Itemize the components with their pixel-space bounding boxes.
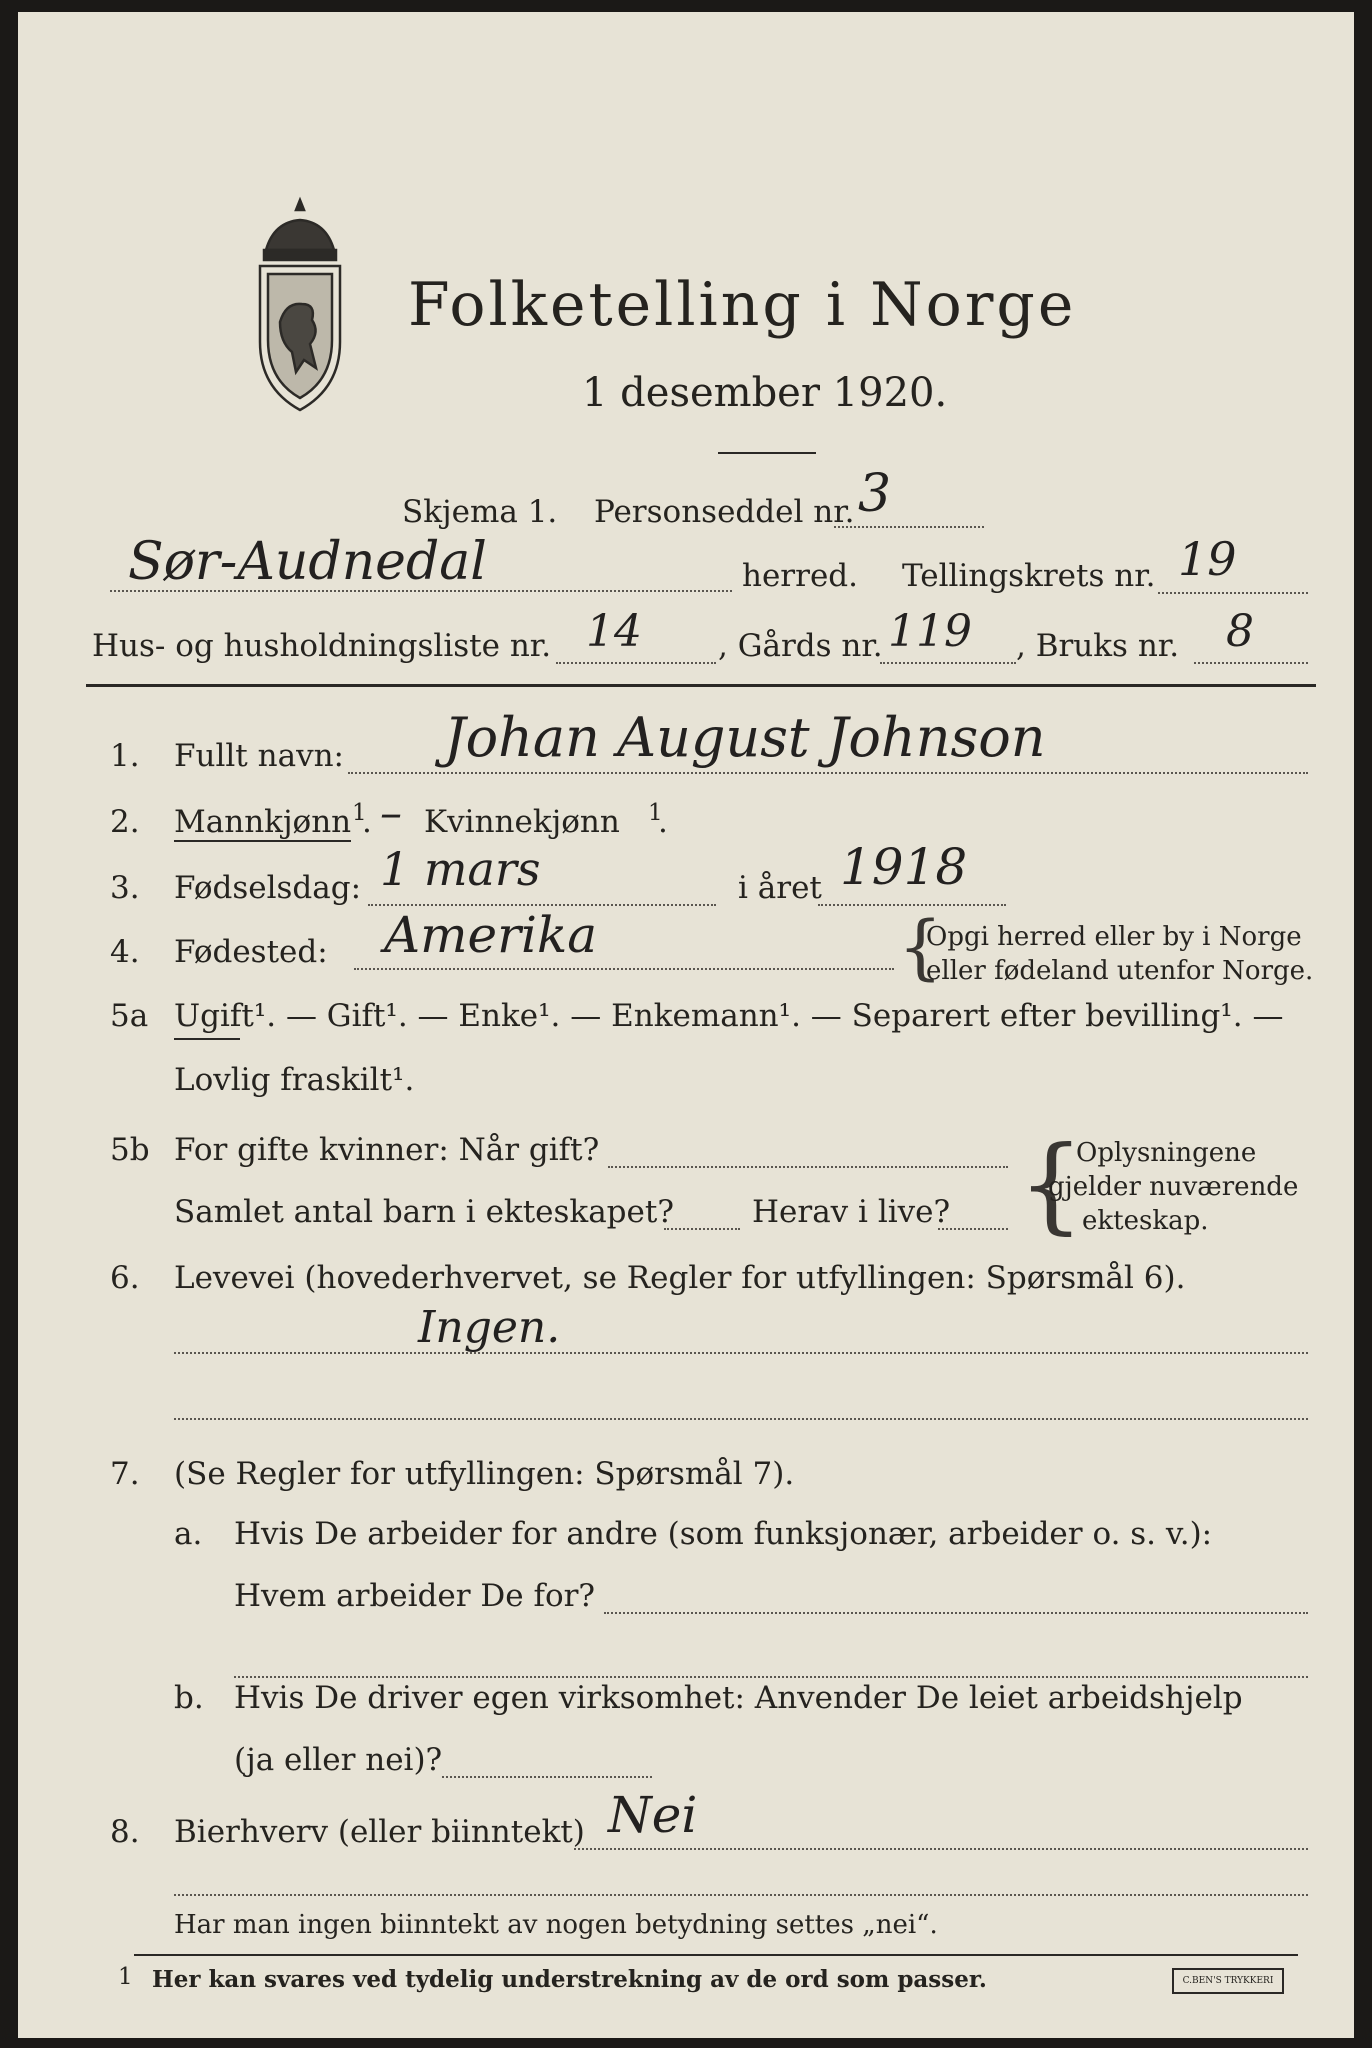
q4-note-2: eller fødeland utenfor Norge. (926, 956, 1314, 986)
birth-year-value: 1918 (840, 838, 968, 896)
personseddel-label: Personseddel nr. (594, 494, 855, 530)
footnote-number: 1 (118, 1964, 133, 1990)
q1-number: 1. (110, 738, 140, 774)
q7a-text: Hvis De arbeider for andre (som funksjonær, arbeider o. s. v.): (234, 1516, 1213, 1552)
hired-help-line (442, 1776, 652, 1778)
q2-dot2: . (658, 804, 668, 840)
bruks-line (1194, 662, 1308, 664)
q7-number: 7. (110, 1456, 140, 1492)
side-income-line (574, 1848, 1308, 1850)
married-when-line (608, 1166, 1008, 1168)
q6-number: 6. (110, 1260, 140, 1296)
tellingskrets-label: Tellingskrets nr. (902, 558, 1156, 594)
employer-line-2 (234, 1676, 1308, 1678)
q5b-label-1: For gifte kvinner: Når gift? (174, 1132, 600, 1168)
title-divider (718, 452, 816, 454)
q2-number: 2. (110, 804, 140, 840)
q2-sup: 1 (352, 800, 367, 826)
q5b-number: 5b (110, 1132, 150, 1168)
herred-label: herred. (742, 558, 858, 594)
q5b-note-3: ekteskap. (1082, 1206, 1209, 1236)
q5b-label-3: Herav i live? (752, 1194, 951, 1230)
birthplace-value: Amerika (384, 906, 598, 964)
footer-rule (134, 1954, 1298, 1956)
personseddel-line (834, 526, 984, 528)
q2-sup2: 1 (648, 800, 663, 826)
mannkjonn-option: Mannkjønn (174, 804, 352, 840)
occupation-line-2 (174, 1418, 1308, 1420)
form-title: Folketelling i Norge (408, 270, 1077, 340)
hus-value: 14 (586, 606, 642, 657)
q2-mark: – (380, 788, 402, 839)
census-date: 1 desember 1920. (582, 370, 948, 416)
skjema-label: Skjema 1. (402, 494, 558, 530)
q7a-number: a. (174, 1516, 203, 1552)
norway-coat-of-arms-icon (246, 192, 354, 422)
tellingskrets-line (1158, 592, 1308, 594)
printer-stamp: C.BEN'S TRYKKERI (1172, 1968, 1284, 1994)
herred-value: Sør-Audnedal (128, 532, 487, 592)
employer-line-1 (604, 1612, 1308, 1614)
q1-value: Johan August Johnson (444, 706, 1046, 769)
q5b-note-1: Oplysningene (1076, 1138, 1257, 1168)
birth-date-value: 1 mars (380, 842, 541, 896)
footnote-text: Her kan svares ved tydelig understrekning av de ord som passer. (152, 1966, 987, 1993)
gards-value: 119 (888, 606, 972, 657)
personseddel-value: 3 (858, 464, 892, 524)
q1-line (348, 772, 1308, 774)
census-form-page: Folketelling i Norge 1 desember 1920. Skjema 1. Personseddel nr. 3 Sør-Audnedal herred. Tellingskrets nr. 19 Hus- og husholdningsliste nr. 14 , Gårds nr. 119 , Bruks nr. 8 1. Fullt navn: Johan August Johnson 2. Mannkjønn 1 . – Kvinnekjønn 1 . 3. Fødselsdag: 1 mars i året 1918 4. Fødested: Amerika { Opgi herred eller by i Norge eller fødeland utenfor Norge. 5a Ugift¹. — Gift¹. — Enke¹. — Enkemann¹. — Separert efter bevilling¹. — Lovlig fraskilt¹. 5b For gifte kvinner: Når gift? Samlet antal barn i ekteskapet? Herav i live? { Oplysningene gjelder nuværende ekteskap. 6. Levevei (hovederhvervet, se Regler for utfyllingen: Spørsmål 6). Ingen. 7. (Se Regler for utfyllingen: Spørsmål 7). a. Hvis De arbeider for andre (som funksjonær, arbeider o. s. v.): Hvem arbeider De for? b. Hvis De driver egen virksomhet: Anvender De leiet arbeidshjelp (ja eller nei)? 8. Bierhverv (eller biinntekt) Nei Har man ingen biinntekt av nogen betydning settes „nei“. 1 Her kan svares ved tydelig understrekning av de ord som passer. C.BEN'S TRYKKERI (18, 12, 1354, 2038)
footer-note: Har man ingen biinntekt av nogen betydning settes „nei“. (174, 1910, 938, 1940)
kvinnekjonn-option: Kvinnekjønn (424, 804, 620, 840)
q7-label: (Se Regler for utfyllingen: Spørsmål 7). (174, 1456, 795, 1492)
gards-line (880, 662, 1016, 664)
children-line (664, 1228, 740, 1230)
side-income-line-2 (174, 1894, 1308, 1896)
year-label: i året (738, 870, 822, 906)
gards-label: , Gårds nr. (718, 628, 883, 664)
q5b-label-2: Samlet antal barn i ekteskapet? (174, 1194, 674, 1230)
bruks-value: 8 (1226, 606, 1254, 657)
q4-note-1: Opgi herred eller by i Norge (926, 922, 1302, 952)
q7a-question: Hvem arbeider De for? (234, 1578, 596, 1614)
q8-label: Bierhverv (eller biinntekt) (174, 1814, 585, 1850)
q5b-note-2: gjelder nuværende (1048, 1172, 1299, 1202)
q8-number: 8. (110, 1814, 140, 1850)
q7b-number: b. (174, 1680, 204, 1716)
q7b-text: Hvis De driver egen virksomhet: Anvender De leiet arbeidshjelp (234, 1680, 1243, 1716)
q2-dot: . (362, 804, 372, 840)
q4-line (354, 968, 894, 970)
q5a-number: 5a (110, 998, 149, 1034)
q6-label: Levevei (hovederhvervet, se Regler for utfyllingen: Spørsmål 6). (174, 1260, 1186, 1296)
bruks-label: , Bruks nr. (1016, 628, 1180, 664)
section-rule (86, 684, 1316, 687)
marital-status-options: Ugift¹. — Gift¹. — Enke¹. — Enkemann¹. — Separert efter bevilling¹. — (174, 998, 1284, 1034)
occupation-line-1 (174, 1352, 1308, 1354)
occupation-value: Ingen. (418, 1302, 561, 1353)
side-income-value: Nei (608, 1786, 698, 1844)
q1-label: Fullt navn: (174, 738, 344, 774)
q4-number: 4. (110, 934, 140, 970)
hus-line (556, 662, 716, 664)
ugift-underline (174, 1038, 240, 1040)
q3-label: Fødselsdag: (174, 870, 362, 906)
marital-status-line2: Lovlig fraskilt¹. (174, 1062, 415, 1098)
tellingskrets-value: 19 (1178, 532, 1237, 586)
q3-number: 3. (110, 870, 140, 906)
alive-line (938, 1228, 1008, 1230)
q4-label: Fødested: (174, 934, 328, 970)
hus-label: Hus- og husholdningsliste nr. (92, 628, 552, 664)
q7b-question: (ja eller nei)? (234, 1742, 443, 1778)
